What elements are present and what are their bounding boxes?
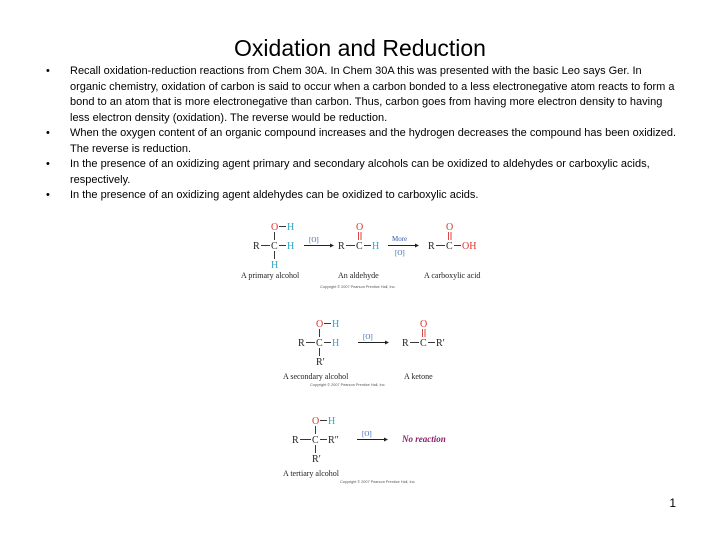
tertiary-alcohol-figure xyxy=(280,412,470,487)
bullet-item: • Recall oxidation-reduction reactions from Chem 30A. In Chem 30A this was presented with the basic Leo says Ger. In organic chemistry, oxidation of carbon is said to occur when a carbon bonded to a less electronegative atom reacts to form a bond to an atom that is more electronegative than carbon. Thus, carbon goes from having more electron density to having less electron density (oxidation). The reverse would be reduction. xyxy=(40,64,680,126)
label-primary-alcohol: A primary alcohol xyxy=(241,271,300,280)
atom-r-prime: R′ xyxy=(316,357,325,368)
page-number: 1 xyxy=(669,496,676,510)
reagent-label: [O] xyxy=(309,236,319,244)
atom-o: O xyxy=(356,222,364,233)
atom-o: O xyxy=(271,222,279,233)
atom-r: R xyxy=(338,241,345,252)
bullet-item: • In the presence of an oxidizing agent aldehydes can be oxidized to carboxylic acids. xyxy=(40,188,680,204)
label-ketone: A ketone xyxy=(404,372,433,381)
atom-r: R xyxy=(253,241,260,252)
bullet-list xyxy=(40,64,680,204)
label-aldehyde: An aldehyde xyxy=(338,271,379,280)
copyright-text: Copyright © 2007 Pearson Prentice Hall, Inc. xyxy=(340,480,416,484)
atom-r: R xyxy=(428,241,435,252)
bullet-item: • In the presence of an oxidizing agent primary and secondary alcohols can be oxidized to aldehydes or carboxylic acids, respectively. xyxy=(40,157,680,188)
atom-o: O xyxy=(312,416,320,427)
atom-c: C xyxy=(316,338,323,349)
label-secondary-alcohol: A secondary alcohol xyxy=(283,372,349,381)
atom-r: R xyxy=(298,338,305,349)
atom-h: H xyxy=(332,319,340,330)
atom-r-dprime: R″ xyxy=(328,435,339,446)
atom-h: H xyxy=(287,241,295,252)
reagent-label: More xyxy=(392,235,408,243)
atom-r: R xyxy=(402,338,409,349)
bullet-item: • When the oxygen content of an organic compound increases and the hydrogen decreases the compound has been oxidized. The reverse is reduction. xyxy=(40,126,680,157)
atom-c: C xyxy=(312,435,319,446)
label-carboxylic-acid: A carboxylic acid xyxy=(424,271,481,280)
atom-r-prime: R′ xyxy=(436,338,445,349)
atom-h: H xyxy=(287,222,295,233)
atom-r-prime: R′ xyxy=(312,454,321,465)
atom-h: H xyxy=(372,241,380,252)
atom-c: C xyxy=(271,241,278,252)
atom-h: H xyxy=(332,338,340,349)
label-tertiary-alcohol: A tertiary alcohol xyxy=(283,469,339,478)
copyright-text: Copyright © 2007 Pearson Prentice Hall, Inc. xyxy=(310,383,386,387)
atom-o: O xyxy=(316,319,324,330)
atom-o: O xyxy=(420,319,428,330)
reagent-label: [O] xyxy=(395,249,405,257)
atom-c: C xyxy=(420,338,427,349)
copyright-text: Copyright © 2007 Pearson Prentice Hall, Inc. xyxy=(320,285,396,289)
atom-h: H xyxy=(328,416,336,427)
reagent-label: [O] xyxy=(362,430,372,438)
atom-h: H xyxy=(271,260,279,271)
primary-alcohol-oxidation-figure xyxy=(238,218,498,293)
atom-r: R xyxy=(292,435,299,446)
atom-oh: OH xyxy=(462,241,477,252)
atom-o: O xyxy=(446,222,454,233)
secondary-alcohol-oxidation-figure xyxy=(280,315,460,390)
atom-c: C xyxy=(356,241,363,252)
slide-title: Oxidation and Reduction xyxy=(234,35,486,61)
no-reaction-text: No reaction xyxy=(402,434,446,444)
atom-c: C xyxy=(446,241,453,252)
reagent-label: [O] xyxy=(363,333,373,341)
